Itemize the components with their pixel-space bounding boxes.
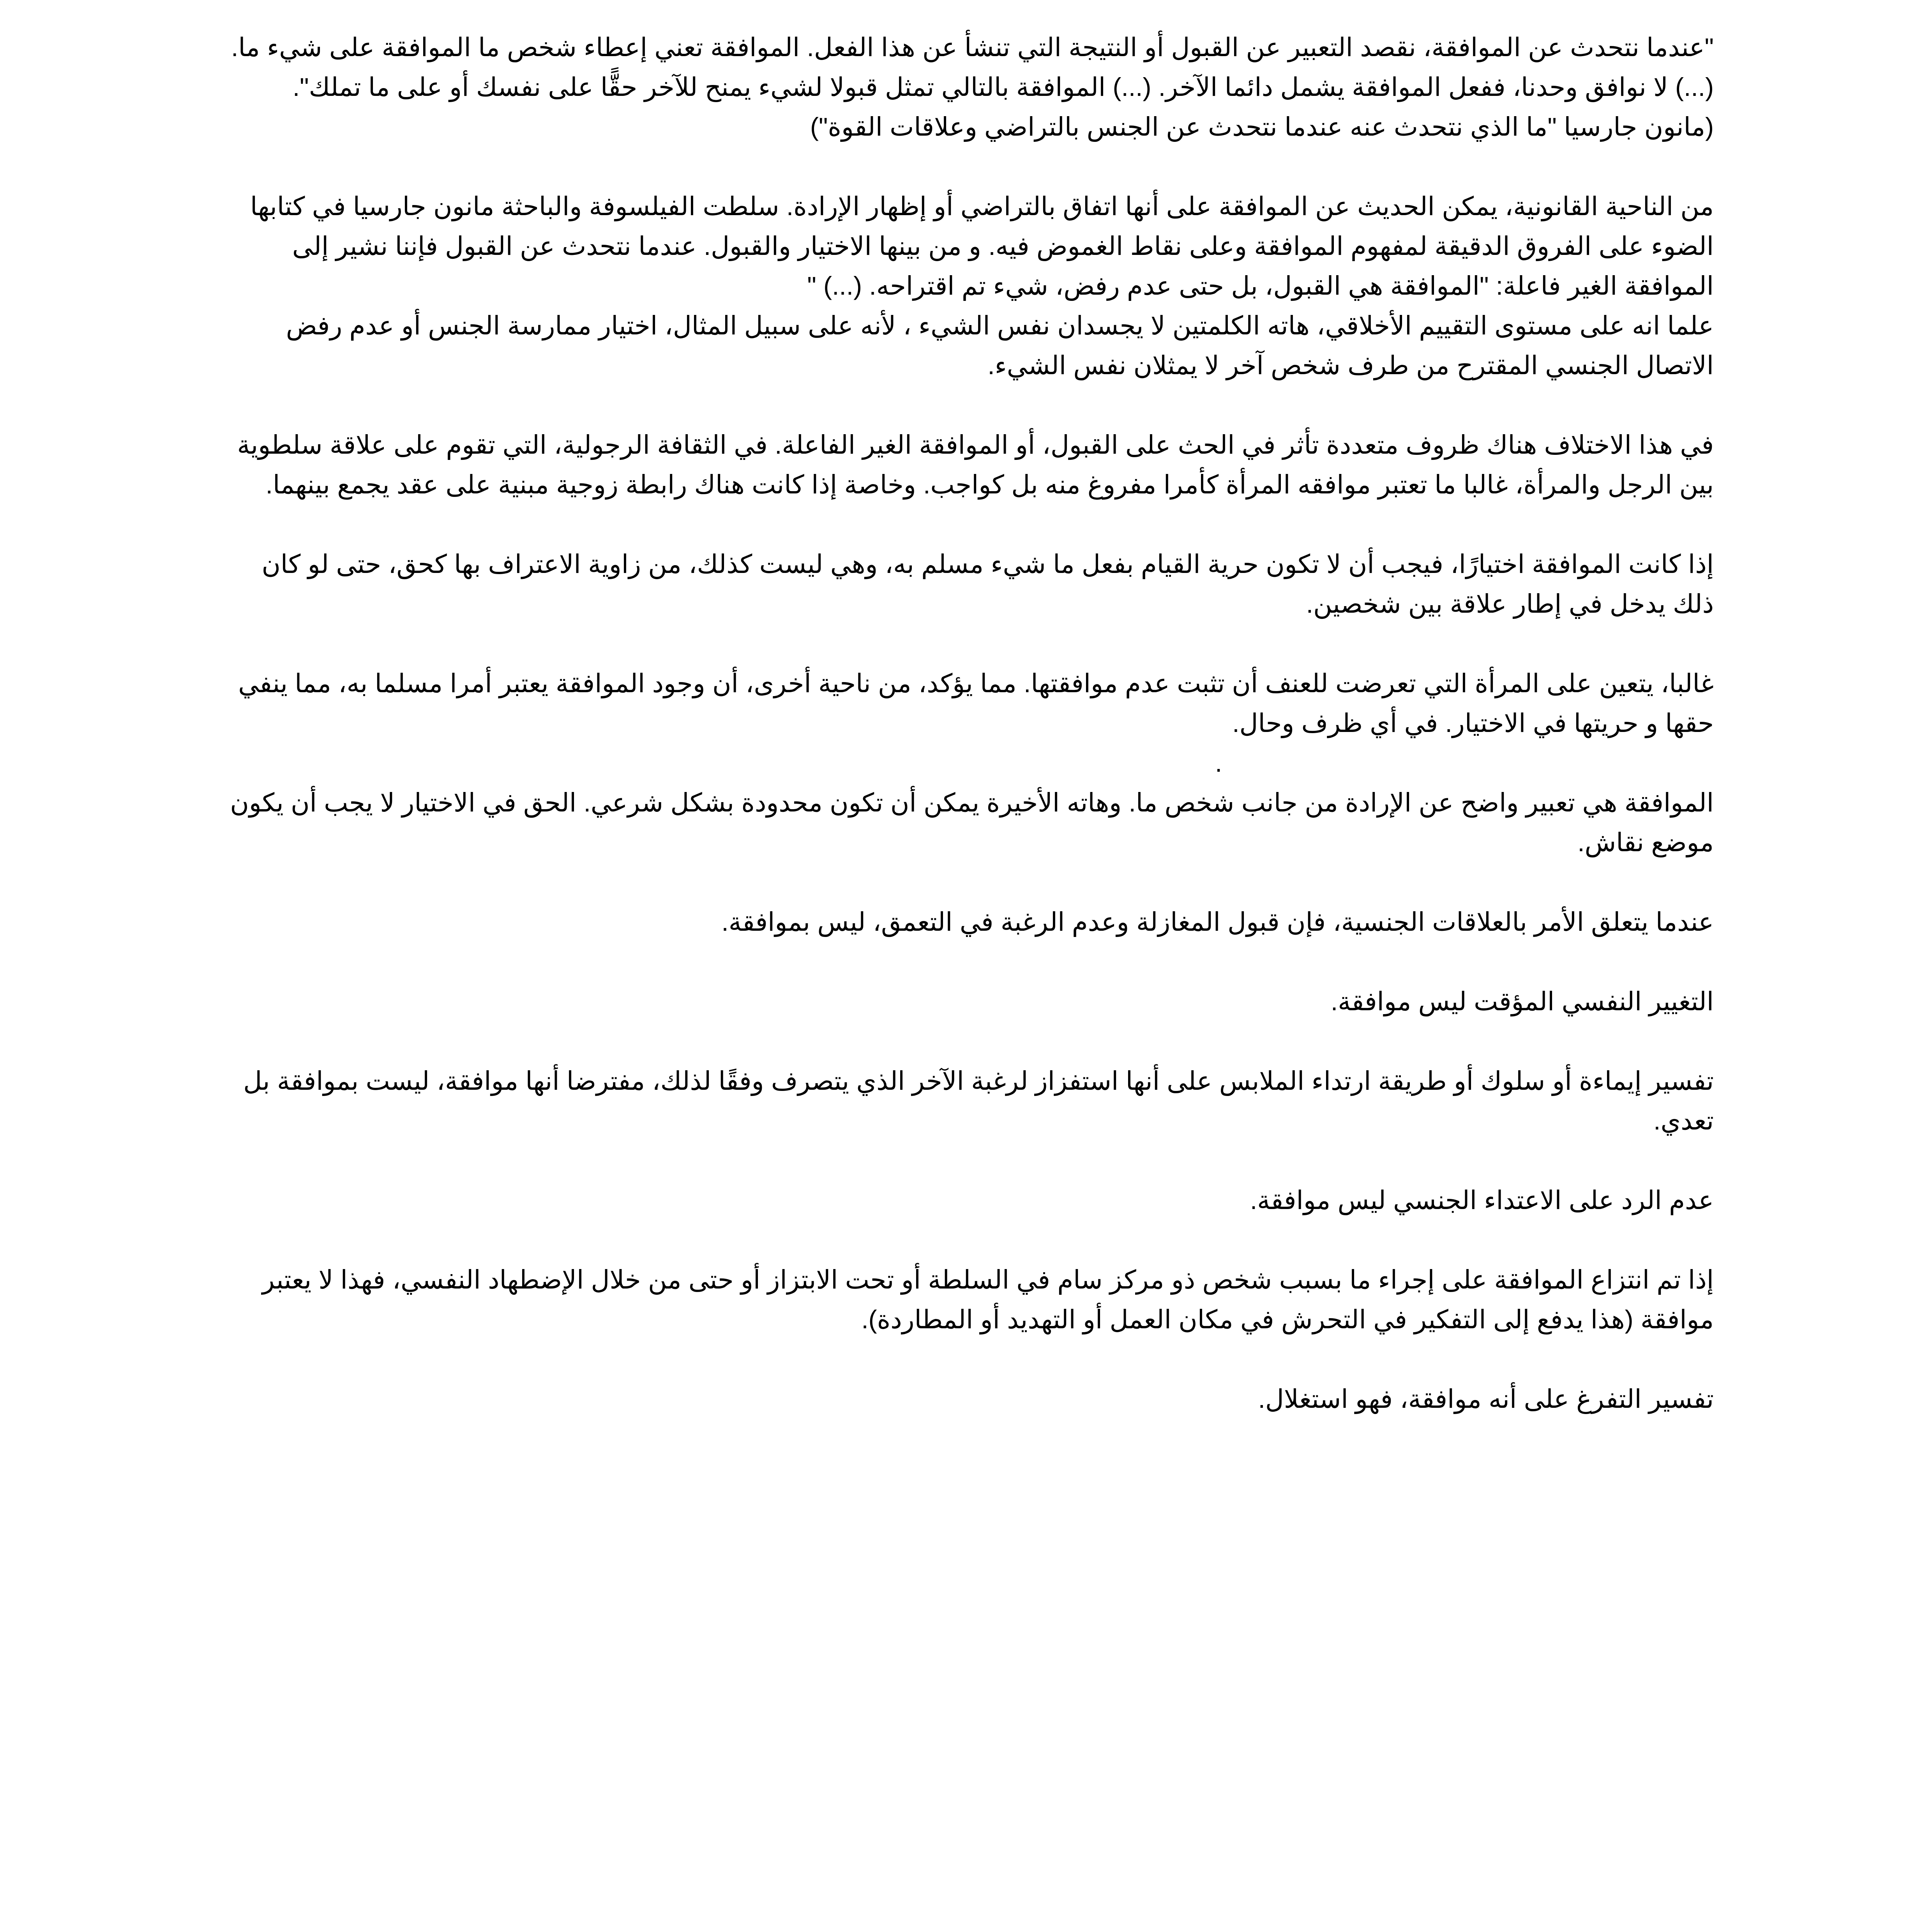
paragraph-moral-evaluation: علما انه على مستوى التقييم الأخلاقي، هاته الكلمتين لا يجسدان نفس الشيء ، لأنه على سبيل المثال، اختيار ممارسة الجنس أو عدم رفض الاتصال الجنسي المقترح من طرف شخص آخر لا يمثلان نفس الشيء. <box>286 311 1714 380</box>
paragraph-circumstances: في هذا الاختلاف هناك ظروف متعددة تأثر في الحث على القبول، أو الموافقة الغير الفاعلة. في الثقافة الرجولية، التي تقوم على علاقة سلطوية بين الرجل والمرأة، غالبا ما تعتبر موافقه المرأة كأمرا مفروغ منه بل كواجب. وخاصة إذا كانت هناك رابطة زوجية مبنية على عقد يجمع بينهما. <box>237 430 1714 499</box>
paragraph-interpretation: تفسير إيماءة أو سلوك أو طريقة ارتداء الملابس على أنها استفزاز لرغبة الآخر الذي يتصرف وفقًا لذلك، مفترضا أنها موافقة، ليست بموافقة بل تعدي. <box>243 1066 1714 1135</box>
paragraph-flirting: عندما يتعلق الأمر بالعلاقات الجنسية، فإن قبول المغازلة وعدم الرغبة في التعمق، ليس بموافقة. <box>721 907 1714 936</box>
paragraph-exploitation: تفسير التفرغ على أنه موافقة، فهو استغلال. <box>1258 1384 1714 1413</box>
paragraph-proof: غالبا، يتعين على المرأة التي تعرضت للعنف أن تثبت عدم موافقتها. مما يؤكد، من ناحية أخرى، أن وجود الموافقة يعتبر أمرا مسلما به، مما ينفي حقها و حريتها في الاختيار. في أي ظرف وحال. <box>238 669 1714 737</box>
paragraph-coercion: إذا تم انتزاع الموافقة على إجراء ما بسبب شخص ذو مركز سام في السلطة أو تحت الابتزاز أو حتى من خلال الإضطهاد النفسي، فهذا لا يعتبر موافقة (هذا يدفع إلى التفكير في التحرش في مكان العمل أو التهديد أو المطاردة). <box>262 1265 1714 1334</box>
paragraph-psychological-change: التغيير النفسي المؤقت ليس موافقة. <box>1330 987 1714 1016</box>
paragraph-quote-definition: "عندما نتحدث عن الموافقة، نقصد التعبير عن القبول أو النتيجة التي تنشأ عن هذا الفعل. الموافقة تعني إعطاء شخص ما الموافقة على شيء ما. (...) لا نوافق وحدنا، ففعل الموافقة يشمل دائما الآخر. (...) الموافقة بالتالي تمثل قبولا لشيء يمنح للآخر حقًّا على نفسك أو على ما تملك". (مانون جارسيا "ما الذي نتحدث عنه عندما نتحدث عن الجنس بالتراضي وعلاقات القوة") <box>231 33 1714 141</box>
paragraph-no-response: عدم الرد على الاعتداء الجنسي ليس موافقة. <box>1250 1186 1714 1214</box>
stray-dot: . <box>1215 748 1222 777</box>
paragraph-legal-definition: من الناحية القانونية، يمكن الحديث عن الموافقة على أنها اتفاق بالتراضي أو إظهار الإرادة. سلطت الفيلسوفة والباحثة مانون جارسيا في كتابها الضوء على الفروق الدقيقة لمفهوم الموافقة وعلى نقاط الغموض فيه. و من بينها الاختيار والقبول. عندما نتحدث عن القبول فإننا نشير إلى الموافقة الغير فاعلة: "الموافقة هي القبول، بل حتى عدم رفض، شيء تم اقتراحه. (...) " <box>250 192 1714 300</box>
paragraph-choice: إذا كانت الموافقة اختيارًا، فيجب أن لا تكون حرية القيام بفعل ما شيء مسلم به، وهي ليست كذلك، من زاوية الاعتراف بها كحق، حتى لو كان ذلك يدخل في إطار علاقة بين شخصين. <box>261 550 1714 618</box>
document-page <box>225 27 1714 1458</box>
paragraph-will: الموافقة هي تعبير واضح عن الإرادة من جانب شخص ما. وهاته الأخيرة يمكن أن تكون محدودة بشكل شرعي. الحق في الاختيار لا يجب أن يكون موضع نقاش. <box>230 788 1714 857</box>
